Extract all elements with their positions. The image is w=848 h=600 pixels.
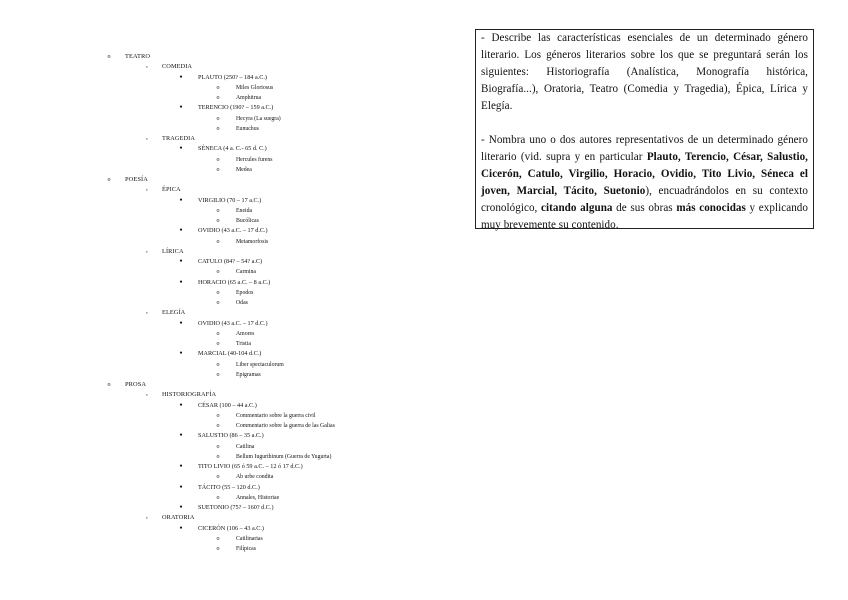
outline-item-level-4: Amphitrua — [236, 95, 262, 101]
outline-item-level-3: CÉSAR (100 – 44 a.C.) — [198, 401, 257, 409]
outline-item-level-1: TEATRO — [125, 53, 151, 60]
outline-bullet-icon: o — [216, 371, 220, 378]
instruction-describe-genre — [481, 30, 808, 115]
outline-item-level-4: Catilina — [236, 443, 255, 450]
outline-item-level-3: TITO LIVIO (65 ó 59 a.C. – 12 ó 17 d.C.) — [198, 463, 303, 470]
outline-bullet-icon: o — [216, 84, 220, 91]
outline-bullet-icon: o — [216, 156, 220, 163]
outline-item-level-2: ORATORIA — [162, 514, 195, 522]
outline-bullet-icon: o — [216, 453, 220, 460]
emphasis-bold: citando alguna — [541, 202, 613, 214]
outline-item-level-4: Eunuchus — [236, 125, 259, 132]
outline-item-level-2: COMEDIA — [162, 63, 193, 71]
outline-bullet-icon: ● — [179, 146, 183, 152]
outline-bullet-icon: o — [107, 177, 111, 183]
outline-item-level-3: OVIDIO (43 a.C. – 17 d.C.) — [198, 319, 268, 327]
outline-bullet-icon: o — [216, 289, 220, 296]
outline-item-level-4: Bucólicas — [236, 218, 259, 224]
outline-bullet-icon: ▪ — [146, 248, 148, 254]
outline-item-level-3: CATULO (84? – 54? a.C) — [198, 258, 263, 265]
outline-item-level-2: ÉPICA — [162, 186, 181, 194]
outline-item-level-4: Metamorfosis — [236, 238, 269, 245]
outline-item-level-2: HISTORIOGRAFÍA — [162, 391, 217, 399]
instruction-text: de sus obras — [612, 202, 677, 214]
outline-bullet-icon: ▪ — [146, 136, 148, 141]
paragraph-gap — [481, 115, 808, 132]
outline-bullet-icon: o — [107, 382, 111, 388]
outline-bullet-icon: o — [216, 535, 220, 542]
outline-item-level-3: TERENCIO (190? – 159 a.C.) — [198, 104, 274, 112]
outline-item-level-4: Commentario sobre la guerra civil — [236, 412, 316, 419]
outline-bullet-icon: ● — [179, 525, 183, 531]
outline-bullet-icon: o — [216, 443, 220, 450]
outline-bullet-icon: o — [107, 54, 111, 60]
outline-bullet-icon: o — [216, 494, 220, 501]
outline-bullet-icon: ● — [179, 228, 183, 234]
outline-item-level-4: Hecyra (La suegra) — [236, 115, 281, 122]
outline-item-level-4: Bellum Iugurthinum (Guerra de Yugurta) — [236, 453, 332, 460]
outline-bullet-icon: o — [216, 95, 220, 101]
outline-bullet-icon: ● — [179, 464, 183, 469]
outline-item-level-3: VIRGILIO (70 – 17 a.C.) — [198, 196, 262, 204]
emphasis-bold: más conocidas — [676, 202, 746, 214]
outline-item-level-3: SÉNECA (4 a. C.- 65 d. C.) — [198, 145, 267, 153]
outline-item-level-4: Catilinarias — [236, 535, 263, 542]
outline-bullet-icon: ● — [179, 197, 183, 203]
outline-bullet-icon: o — [216, 207, 220, 214]
outline-item-level-4: Annales, Historiae — [236, 494, 280, 501]
outline-item-level-3: OVIDIO (43 a.C. – 17 d.C.) — [198, 227, 268, 235]
instruction-text: ), encuadrándolos en su contexto cronológico, — [481, 185, 808, 214]
outline-bullet-icon: o — [216, 474, 220, 481]
outline-bullet-icon: o — [216, 546, 220, 552]
outline-bullet-icon: o — [216, 300, 220, 306]
outline-bullet-icon: o — [216, 218, 220, 224]
outline-item-level-3: MARCIAL (40-104 d.C.) — [198, 350, 262, 358]
outline-bullet-icon: ● — [179, 505, 183, 510]
outline-bullet-icon: ● — [179, 402, 183, 408]
outline-item-level-4: Commentario sobre la guerra de las Galias — [236, 423, 335, 429]
outline-item-level-4: Ab urbe condita — [236, 474, 274, 481]
outline-item-level-2: TRAGEDIA — [162, 135, 195, 142]
outline-item-level-1: POESÍA — [125, 176, 148, 183]
instruction-text: - Nombra uno o dos autores representativos de un determinado género literario (vid. supra y en particular — [481, 134, 808, 163]
outline-item-level-4: Eneida — [236, 207, 253, 214]
outline-bullet-icon: o — [216, 166, 220, 173]
outline-item-level-3: SUETONIO (75? – 160? d.C.) — [198, 504, 274, 511]
outline-item-level-4: Carmina — [236, 269, 256, 276]
outline-item-level-4: Medea — [236, 166, 252, 173]
outline-item-level-3: PLAUTO (250? – 184 a.C.) — [198, 73, 267, 81]
outline-item-level-2: LÍRICA — [162, 247, 184, 255]
authors-list-bold: Plauto, Terencio, César, Salustio, Cicerón, Catulo, Virgilio, Horacio, Ovidio, Tito Livio, Séneca el joven, Marcial, Tácito, Suetonio — [481, 151, 809, 197]
outline-bullet-icon: o — [216, 125, 220, 132]
outline-item-level-2: ELEGÍA — [162, 309, 186, 317]
outline-bullet-icon: ▪ — [146, 392, 148, 398]
instruction-text: - Describe las características esenciales de un determinado género literario. Los géneros literarios sobre los que se preguntará serán los siguientes: Historiografía (Analística, Monografía histórica, Biografía...), Oratoria, Teatro (Comedia y Tragedia), Épica, Lírica y Elegía. — [481, 32, 808, 112]
outline-item-level-3: CICERÓN (106 – 43 a.C.) — [198, 524, 264, 532]
outline-bullet-icon: ▪ — [146, 515, 148, 521]
outline-item-level-4: Epigramas — [236, 371, 261, 378]
outline-item-level-3: HORACIO (65 a.C. – 8 a.C.) — [198, 278, 271, 286]
instruction-text: y explicando muy brevemente su contenido. — [481, 202, 808, 231]
instructions-box — [475, 29, 814, 229]
outline-item-level-4: Filípicas — [236, 546, 256, 552]
instruction-name-authors — [481, 132, 808, 234]
outline-item-level-4: Epodos — [236, 289, 254, 296]
outline-item-level-3: SALUSTIO (86 – 35 a.C.) — [198, 432, 264, 440]
outline-bullet-icon: o — [216, 115, 220, 122]
outline-item-level-4: Hercules furens — [236, 156, 273, 163]
outline-item-level-1: PROSA — [125, 381, 147, 388]
outline-bullet-icon: ● — [179, 279, 183, 285]
outline-bullet-icon: ▪ — [146, 64, 148, 70]
outline-bullet-icon: o — [216, 423, 220, 429]
outline-bullet-icon: o — [216, 361, 220, 368]
outline-bullet-icon: ● — [179, 105, 183, 111]
outline-item-level-4: Miles Gloriosus — [236, 84, 274, 91]
outline-item-level-3: TÁCITO (55 – 120 d.C.) — [198, 483, 260, 491]
outline-bullet-icon: ▪ — [146, 310, 148, 316]
outline-bullet-icon: o — [216, 269, 220, 276]
outline-bullet-icon: ● — [179, 259, 183, 264]
outline-bullet-icon: o — [216, 341, 220, 347]
outline-bullet-icon: o — [216, 330, 220, 337]
outline-bullet-icon: ● — [179, 74, 183, 80]
outline-bullet-icon: ● — [179, 484, 183, 490]
outline-bullet-icon: o — [216, 412, 220, 419]
outline-item-level-4: Odas — [236, 300, 248, 306]
outline-bullet-icon: ● — [179, 320, 183, 326]
outline-bullet-icon: o — [216, 238, 220, 245]
outline-item-level-4: Tristia — [236, 341, 251, 347]
outline-bullet-icon: ▪ — [146, 187, 148, 193]
outline-bullet-icon: ● — [179, 351, 183, 357]
outline-item-level-4: Liber spectaculorum — [236, 361, 284, 368]
outline-bullet-icon: ● — [179, 433, 183, 439]
outline-item-level-4: Amores — [236, 330, 255, 337]
